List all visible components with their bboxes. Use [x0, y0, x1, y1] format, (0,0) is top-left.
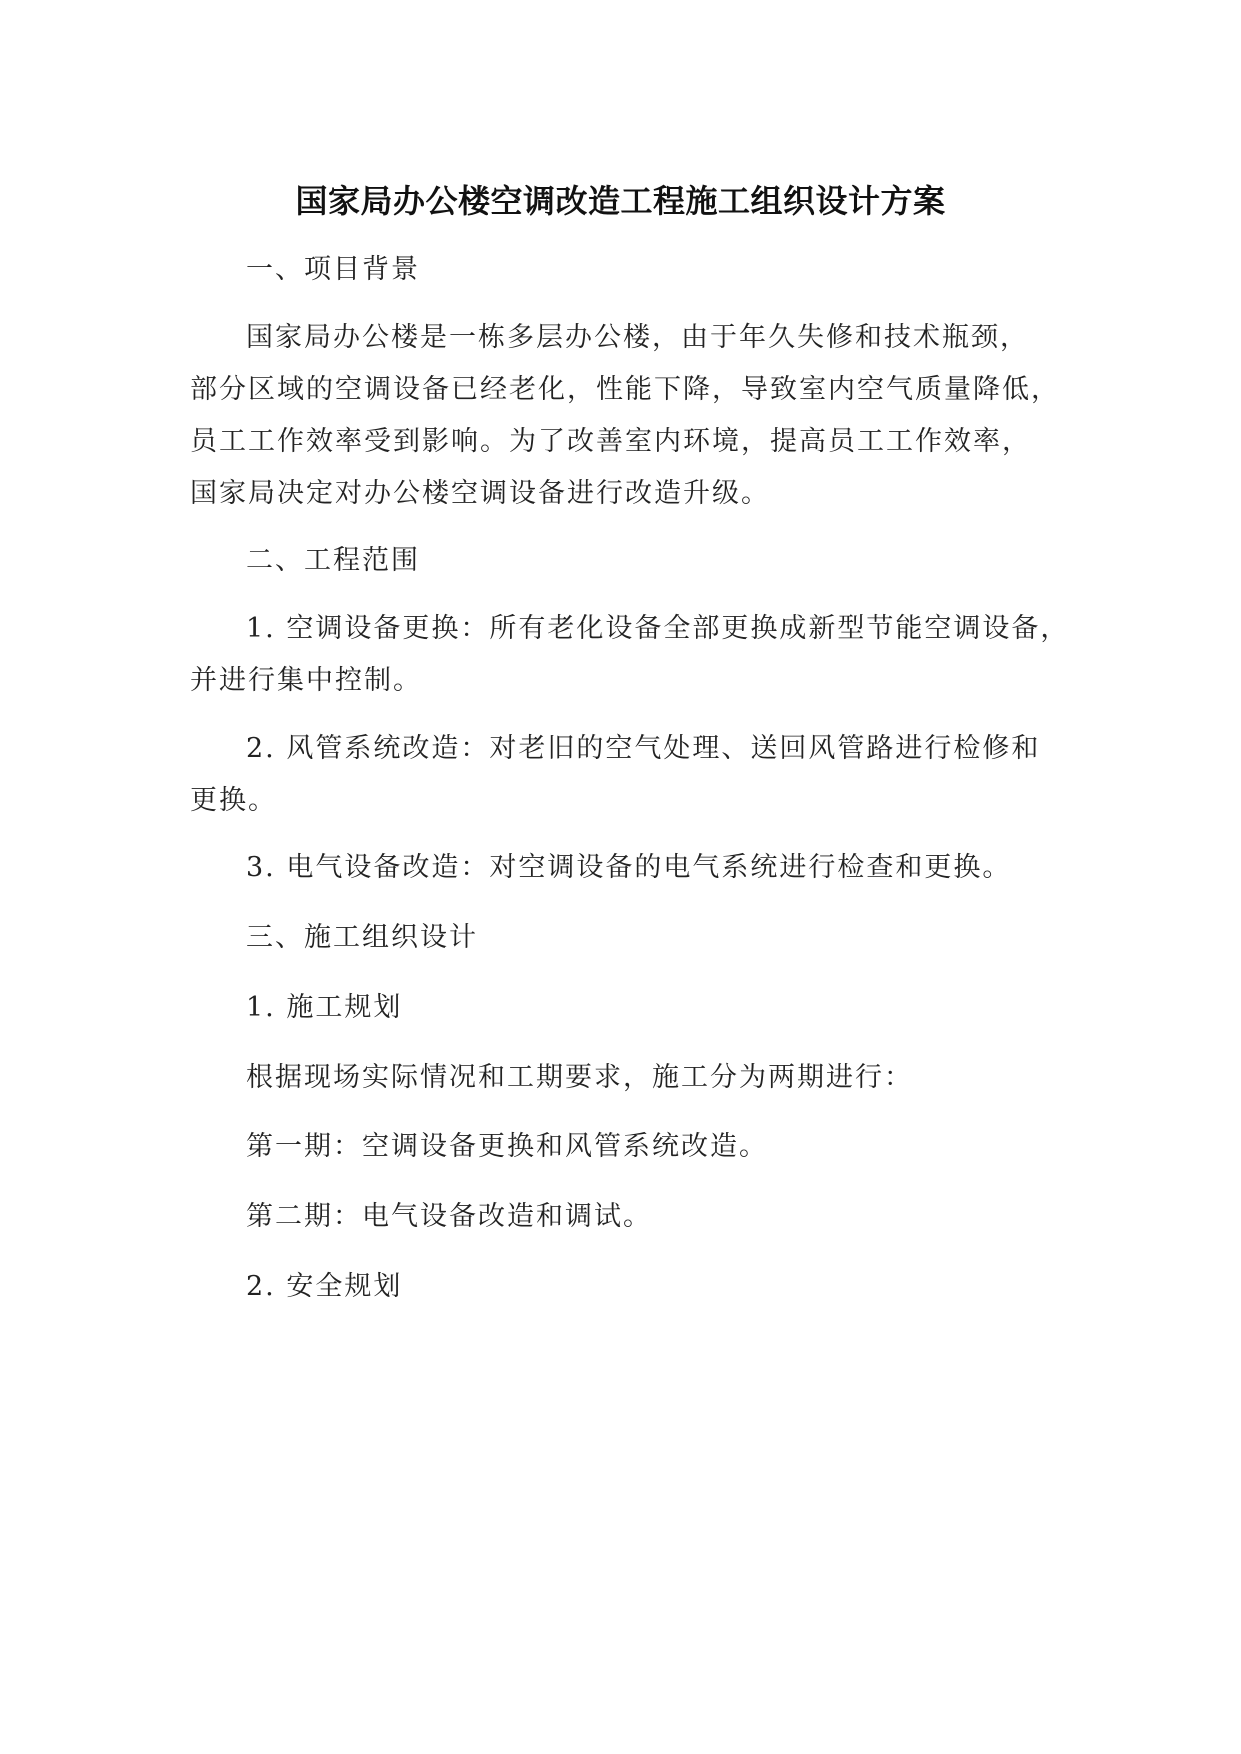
list-item-line: 并进行集中控制。	[190, 665, 422, 696]
list-item-line: 3. 电气设备改造：对空调设备的电气系统进行检查和更换。	[246, 852, 1012, 883]
section-heading-construction: 三、施工组织设计	[246, 922, 478, 953]
paragraph-line: 部分区域的空调设备已经老化，性能下降，导致室内空气质量降低，	[190, 374, 1060, 405]
list-item-line: 更换。	[190, 785, 277, 816]
section-heading-background: 一、项目背景	[246, 254, 420, 285]
document-title: 国家局办公楼空调改造工程施工组织设计方案	[295, 182, 946, 220]
paragraph-line: 第一期：空调设备更换和风管系统改造。	[246, 1131, 768, 1162]
subsection-heading: 1. 施工规划	[246, 992, 403, 1023]
paragraph-line: 员工工作效率受到影响。为了改善室内环境，提高员工工作效率，	[190, 426, 1031, 457]
paragraph-line: 国家局办公楼是一栋多层办公楼，由于年久失修和技术瓶颈，	[246, 322, 1029, 353]
section-heading-scope: 二、工程范围	[246, 545, 420, 576]
list-item-line: 2. 风管系统改造：对老旧的空气处理、送回风管路进行检修和	[246, 733, 1041, 764]
paragraph-line: 国家局决定对办公楼空调设备进行改造升级。	[190, 478, 770, 509]
list-item-line: 1. 空调设备更换：所有老化设备全部更换成新型节能空调设备，	[246, 613, 1070, 644]
subsection-heading: 2. 安全规划	[246, 1271, 403, 1302]
paragraph-line: 根据现场实际情况和工期要求，施工分为两期进行：	[246, 1062, 913, 1093]
paragraph-line: 第二期：电气设备改造和调试。	[246, 1201, 652, 1232]
